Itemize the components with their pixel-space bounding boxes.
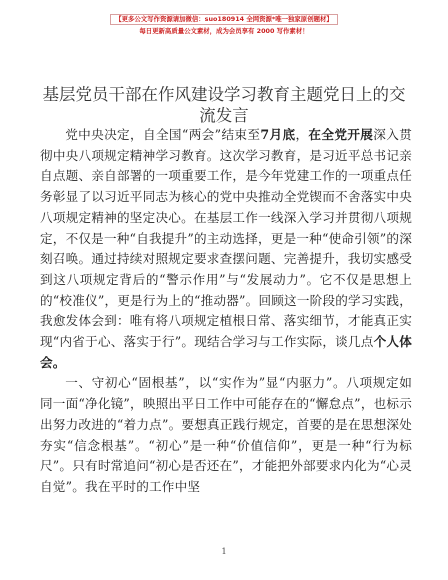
paragraph-1-bold-phrase: 在全党开展 [308, 127, 374, 142]
paragraph-1-text-a: 党中央决定，自全国“两会”结束至 [65, 127, 261, 142]
document-title: 基层党员干部在作风建设学习教育主题党日上的交流发言 [42, 85, 406, 125]
paragraph-1-text-b: ， [295, 127, 309, 142]
paragraph-2: 一、守初心“固根基”，以“实作为”显“内驱力”。八项规定如同一面“净化镜”，映照出平日工作中可能存在的“懈怠点”，也标示出努力改进的“着力点”。要想真正践行规定，首要的是在思想深处夯实“信念根基”。“初心”是一种“价值信仰”，更是一种“行为标尺”。只有时常追问“初心是否还在”，才能把外部要求内化为“心灵自觉”。我在平时的工作中坚 [40, 375, 412, 494]
page-number: 1 [221, 547, 227, 556]
promo-banner [0, 6, 448, 36]
promo-banner-line-1: 【更多公文写作资源请加微信：suo180914 全网资源*唯一独家原创题材】 [110, 14, 338, 25]
paragraph-1 [40, 125, 412, 373]
paragraph-1-date-bold: 7月底 [260, 127, 296, 142]
paragraph-1-text-c: 深入贯彻中央八项规定精神学习教育。这次学习教育，是习近平总书记亲自点题、亲自部署的一项重要工作，是今年党建工作的一项重点任务彰显了以习近平同志为核心的党中央推动全党锲而不舍落实中央八项规定精神的坚定决心。在基层工作一线深入学习并贯彻八项规定，不仅是一种“自我提升”的主动选择，更是一种“使命引领”的深刻召唤。通过持续对照规定要求查摆问题、完善提升，我切实感受到这八项规定背后的“警示作用”与“发展动力”。它不仅是思想上的“校准仪”，更是行为上的“推动器”。回顾这一阶段的学习实践，我愈发体会到：唯有将八项规定植根日常、落实细节，才能真正实现“内省于心、落实于行”。现结合学习与工作实际，谈几点 [40, 127, 412, 350]
promo-banner-line-2: 每日更新高质量公文素材，成为会员享有 2000 写作素材！ [139, 27, 309, 35]
document-body [40, 125, 412, 498]
paragraph-1-bold-ending: 个人体会。 [40, 334, 412, 370]
